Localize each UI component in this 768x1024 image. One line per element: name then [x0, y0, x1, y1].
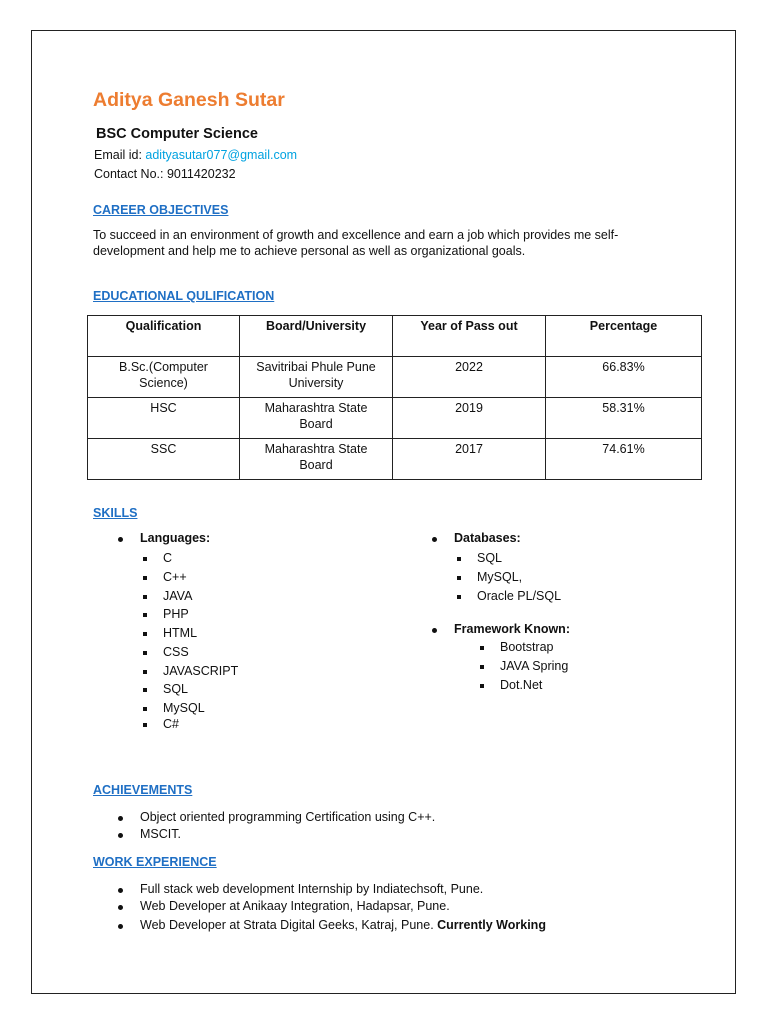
career-heading: CAREER OBJECTIVES: [93, 203, 229, 217]
list-item: JAVA Spring: [500, 659, 568, 673]
table-cell: 74.61%: [546, 439, 702, 480]
list-item: SQL: [477, 551, 502, 565]
list-item: JAVA: [163, 589, 192, 603]
bullet-icon: [118, 816, 123, 821]
email-line: [94, 148, 297, 162]
list-item: C: [163, 551, 172, 565]
work-heading: WORK EXPERIENCE: [93, 855, 217, 869]
table-cell: Maharashtra State Board: [240, 439, 393, 480]
languages-label: Languages:: [140, 531, 210, 545]
list-item: Oracle PL/SQL: [477, 589, 561, 603]
bullet-icon: [118, 888, 123, 893]
achievements-heading: ACHIEVEMENTS: [93, 783, 193, 797]
list-item: MySQL: [163, 701, 205, 715]
column-header: Qualification: [88, 316, 240, 357]
bullet-icon: [432, 537, 437, 542]
table-cell: 2017: [393, 439, 546, 480]
list-item: HTML: [163, 626, 197, 640]
square-bullet-icon: [143, 688, 147, 692]
frameworks-label: Framework Known:: [454, 622, 570, 636]
square-bullet-icon: [143, 595, 147, 599]
column-header: Percentage: [546, 316, 702, 357]
square-bullet-icon: [143, 613, 147, 617]
square-bullet-icon: [457, 557, 461, 561]
square-bullet-icon: [457, 595, 461, 599]
column-header: Board/University: [240, 316, 393, 357]
square-bullet-icon: [143, 651, 147, 655]
list-item: SQL: [163, 682, 188, 696]
square-bullet-icon: [480, 665, 484, 669]
square-bullet-icon: [143, 576, 147, 580]
education-heading: EDUCATIONAL QULIFICATION: [93, 289, 275, 303]
square-bullet-icon: [143, 632, 147, 636]
bullet-icon: [118, 833, 123, 838]
contact-value: 9011420232: [166, 167, 236, 181]
bullet-icon: [118, 924, 123, 929]
column-header: Year of Pass out: [393, 316, 546, 357]
table-row: [88, 439, 702, 480]
bullet-icon: [118, 537, 123, 542]
education-table: [87, 315, 702, 480]
email-label: Email id:: [94, 148, 146, 162]
current-status: Currently Working: [437, 918, 546, 932]
list-item: Web Developer at Anikaay Integration, Hadapsar, Pune.: [140, 899, 450, 913]
table-header-row: [88, 316, 702, 357]
resume-page: [31, 30, 736, 994]
table-cell: SSC: [88, 439, 240, 480]
list-item: C#: [163, 717, 179, 731]
list-item: JAVASCRIPT: [163, 664, 238, 678]
square-bullet-icon: [480, 684, 484, 688]
career-text: To succeed in an environment of growth and excellence and earn a job which provides me self-development and help me to achieve personal as well as organizational goals.: [93, 228, 619, 258]
list-item: Bootstrap: [500, 640, 554, 654]
bullet-icon: [118, 905, 123, 910]
list-item: C++: [163, 570, 187, 584]
list-item: CSS: [163, 645, 189, 659]
skills-heading: SKILLS: [93, 506, 138, 520]
square-bullet-icon: [143, 557, 147, 561]
list-item: Object oriented programming Certification using C++.: [140, 810, 435, 824]
table-cell: 58.31%: [546, 398, 702, 439]
list-item: PHP: [163, 607, 189, 621]
table-cell: HSC: [88, 398, 240, 439]
table-row: [88, 357, 702, 398]
contact-label: Contact No.:: [94, 167, 167, 181]
table-cell: 2022: [393, 357, 546, 398]
list-item: Dot.Net: [500, 678, 542, 692]
databases-label: Databases:: [454, 531, 521, 545]
table-cell: B.Sc.(Computer Science): [88, 357, 240, 398]
square-bullet-icon: [143, 670, 147, 674]
list-item: MySQL,: [477, 570, 522, 584]
square-bullet-icon: [143, 707, 147, 711]
table-cell: Savitribai Phule Pune University: [240, 357, 393, 398]
list-item: Web Developer at Strata Digital Geeks, Katraj, Pune. Currently Working: [140, 918, 546, 932]
email-link[interactable]: adityasutar077@gmail.com: [145, 148, 298, 162]
table-cell: 2019: [393, 398, 546, 439]
square-bullet-icon: [480, 646, 484, 650]
table-row: [88, 398, 702, 439]
square-bullet-icon: [457, 576, 461, 580]
degree-title: BSC Computer Science: [96, 126, 258, 142]
candidate-name: Aditya Ganesh Sutar: [93, 89, 285, 111]
square-bullet-icon: [143, 723, 147, 727]
table-cell: 66.83%: [546, 357, 702, 398]
list-item: Full stack web development Internship by Indiatechsoft, Pune.: [140, 882, 483, 896]
contact-line: [94, 167, 236, 181]
list-item: MSCIT.: [140, 827, 181, 841]
table-cell: Maharashtra State Board: [240, 398, 393, 439]
bullet-icon: [432, 628, 437, 633]
